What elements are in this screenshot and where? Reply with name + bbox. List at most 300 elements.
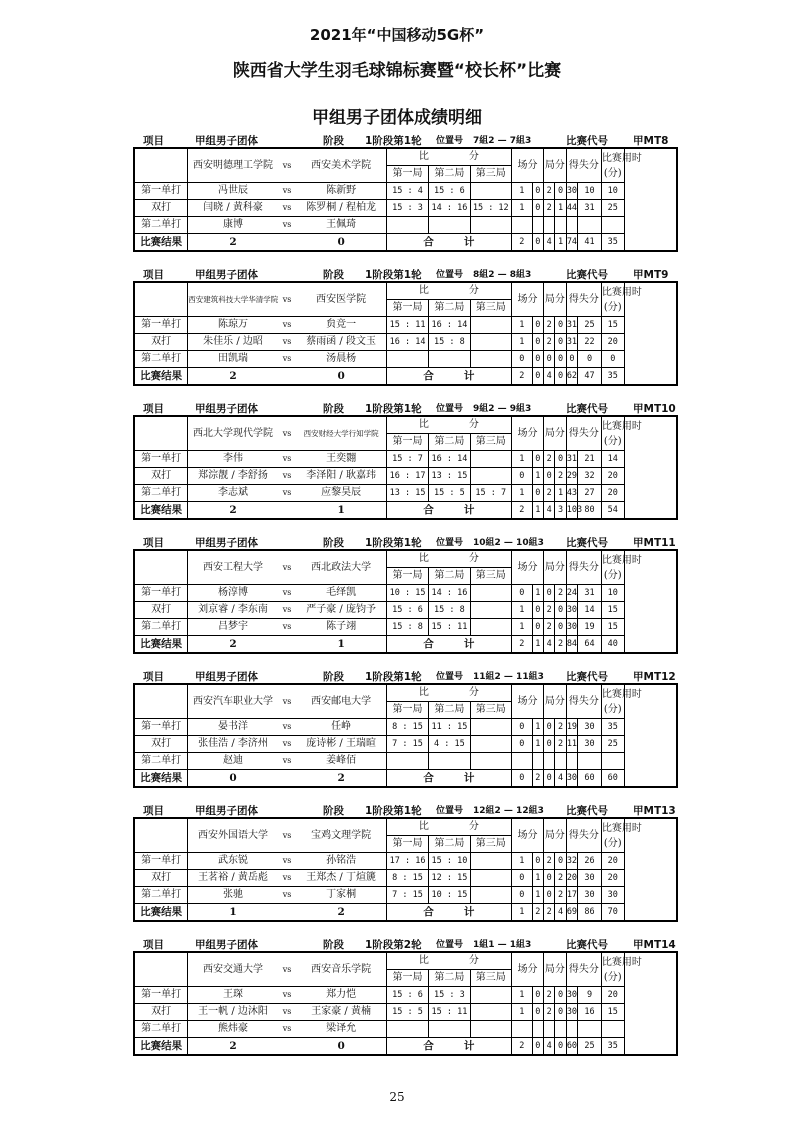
result-spacer (278, 636, 297, 654)
points-lost: 16 (578, 1004, 602, 1021)
game-points-b: 0 (555, 619, 566, 636)
player-b: 梁译允 (296, 1021, 386, 1038)
match-code: 甲MT11 (633, 537, 676, 549)
row-label: 双打 (134, 1004, 188, 1021)
duration-header (601, 818, 642, 853)
vs-label: vs (278, 887, 297, 904)
score-header-bi: 比 (418, 687, 429, 698)
blank-cell (134, 550, 188, 585)
match-header (133, 401, 678, 415)
duration: 15 (601, 602, 624, 619)
position-value: 10組2 — 10組3 (473, 538, 544, 548)
score-header-fen: 分 (468, 955, 479, 966)
points-lost: 0 (578, 351, 602, 368)
duration-header-line2: (分) (603, 435, 622, 447)
match-code: 甲MT13 (633, 805, 676, 817)
match-points-a: 0 (511, 468, 532, 485)
stage-value: 1阶段第1轮 (365, 537, 422, 549)
event-name: 甲组男子团体 (195, 269, 258, 281)
game-points-a: 2 (544, 987, 555, 1004)
match-block (133, 133, 678, 252)
result-b: 0 (296, 234, 386, 252)
result-a: 0 (188, 770, 278, 788)
vs-label: vs (278, 550, 297, 585)
player-b: 李泽阳 / 耿嘉玮 (296, 468, 386, 485)
result-b: 0 (296, 1038, 386, 1056)
result-label: 比赛结果 (134, 368, 188, 386)
game3-score: 15 : 7 (470, 485, 511, 502)
total-he: 合 (423, 504, 434, 516)
table-row (134, 602, 677, 619)
school-b: 西安医学院 (296, 282, 386, 317)
event-name: 甲组男子团体 (195, 805, 258, 817)
game2-score: 14 : 16 (429, 585, 470, 602)
match-points-b: 0 (532, 351, 543, 368)
match-header (133, 669, 678, 683)
score-header (386, 148, 511, 166)
game1-header: 第一局 (386, 166, 428, 183)
total-d2: 41 (578, 234, 602, 252)
duration-header-line1: 比赛用时 (601, 688, 642, 700)
game2-score: 4 : 15 (429, 736, 470, 753)
total-ji: 计 (463, 370, 475, 382)
duration-header-line2: (分) (603, 569, 622, 581)
player-a: 杨淳博 (188, 585, 278, 602)
duration (601, 753, 624, 770)
total-d1: 30 (566, 770, 577, 788)
duration: 20 (601, 987, 624, 1004)
stage-label: 阶段 (323, 269, 344, 281)
duration: 14 (601, 451, 624, 468)
point-diff-header: 得失分 (566, 416, 601, 451)
table-header-row (134, 818, 677, 836)
vs-label: vs (278, 416, 297, 451)
game3-score (470, 334, 511, 351)
game2-header: 第二局 (429, 836, 470, 853)
total-ji: 计 (463, 1040, 475, 1052)
game-points-a: 2 (544, 1004, 555, 1021)
game2-score: 12 : 15 (429, 870, 470, 887)
points-won (566, 753, 577, 770)
duration-header-line2: (分) (603, 971, 622, 983)
match-points-a: 1 (511, 1004, 532, 1021)
match-block (133, 267, 678, 386)
match-points-a: 1 (511, 334, 532, 351)
result-b: 1 (296, 502, 386, 520)
position-label: 位置号 (436, 940, 464, 950)
match-points-a: 0 (511, 736, 532, 753)
event-name: 甲组男子团体 (195, 939, 258, 951)
match-table (133, 817, 678, 922)
player-a: 闫晓 / 黄科豪 (188, 200, 278, 217)
table-row (134, 468, 677, 485)
game2-score: 15 : 11 (429, 1004, 470, 1021)
game-points-a (544, 217, 555, 234)
points-won: 44 (566, 200, 577, 217)
stage-label: 阶段 (323, 939, 344, 951)
duration: 10 (601, 585, 624, 602)
match-header (133, 535, 678, 549)
game1-score (386, 753, 428, 770)
points-won (566, 217, 577, 234)
match-points-a: 1 (511, 987, 532, 1004)
game-points-a: 0 (544, 468, 555, 485)
total-c2: 2 (532, 904, 543, 922)
player-a: 康博 (188, 217, 278, 234)
blank-cell (134, 416, 188, 451)
game-points-header: 局分 (544, 684, 567, 719)
duration: 20 (601, 485, 624, 502)
points-won: 17 (566, 887, 577, 904)
stage-value: 1阶段第1轮 (365, 805, 422, 817)
game1-score (386, 217, 428, 234)
score-header-bi: 比 (418, 419, 429, 430)
row-label: 第一单打 (134, 853, 188, 870)
vs-label: vs (278, 351, 297, 368)
duration-header-line1: 比赛用时 (601, 152, 642, 164)
points-lost: 30 (578, 736, 602, 753)
total-j2: 0 (555, 368, 566, 386)
game-points-a: 0 (544, 585, 555, 602)
total-t: 35 (601, 368, 624, 386)
match-points-b: 0 (532, 200, 543, 217)
points-lost: 31 (578, 200, 602, 217)
school-a: 西安外国语大学 (188, 818, 278, 853)
duration-header (601, 550, 642, 585)
player-a: 武东锐 (188, 853, 278, 870)
point-diff-header: 得失分 (566, 148, 601, 183)
game2-score: 15 : 3 (429, 987, 470, 1004)
total-label (386, 502, 511, 520)
points-lost: 27 (578, 485, 602, 502)
duration-header-line2: (分) (603, 703, 622, 715)
player-a: 李伟 (188, 451, 278, 468)
total-d1: 74 (566, 234, 577, 252)
match-points-a: 0 (511, 887, 532, 904)
school-b: 西安美术学院 (296, 148, 386, 183)
game1-score: 15 : 4 (386, 183, 428, 200)
game3-score (470, 602, 511, 619)
player-b: 任峥 (296, 719, 386, 736)
match-points-a: 1 (511, 317, 532, 334)
row-label: 第二单打 (134, 619, 188, 636)
position-value: 7組2 — 7組3 (473, 136, 532, 146)
total-d2: 64 (578, 636, 602, 654)
duration-header (601, 416, 642, 451)
score-header-bi: 比 (418, 285, 429, 296)
player-a: 熊炜豪 (188, 1021, 278, 1038)
stage-label: 阶段 (323, 403, 344, 415)
game3-score (470, 451, 511, 468)
game1-header: 第一局 (386, 702, 428, 719)
player-a: 赵迪 (188, 753, 278, 770)
game-points-header: 局分 (544, 952, 567, 987)
player-a: 朱佳乐 / 边昭 (188, 334, 278, 351)
game1-score: 16 : 14 (386, 334, 428, 351)
game3-header: 第三局 (470, 970, 511, 987)
match-points-b: 0 (532, 602, 543, 619)
game3-score (470, 987, 511, 1004)
result-a: 2 (188, 1038, 278, 1056)
match-points-a: 1 (511, 602, 532, 619)
stage-label: 阶段 (323, 805, 344, 817)
points-won: 29 (566, 468, 577, 485)
game-points-b: 0 (555, 317, 566, 334)
match-points-a: 1 (511, 619, 532, 636)
total-j1: 0 (544, 770, 555, 788)
match-points-a: 0 (511, 585, 532, 602)
points-won: 31 (566, 317, 577, 334)
game2-header: 第二局 (429, 300, 470, 317)
table-row (134, 736, 677, 753)
stage-value: 1阶段第1轮 (365, 135, 422, 147)
game3-score (470, 585, 511, 602)
total-j1: 4 (544, 1038, 555, 1056)
game1-score: 15 : 6 (386, 987, 428, 1004)
project-label: 项目 (143, 939, 164, 951)
row-label: 第一单打 (134, 317, 188, 334)
match-block (133, 803, 678, 922)
table-row (134, 619, 677, 636)
row-label: 双打 (134, 200, 188, 217)
row-label: 第一单打 (134, 585, 188, 602)
match-points-b: 0 (532, 1004, 543, 1021)
match-points-b (532, 217, 543, 234)
score-header-bi: 比 (418, 955, 429, 966)
total-d1: 84 (566, 636, 577, 654)
table-header-row (134, 148, 677, 166)
vs-label: vs (278, 853, 297, 870)
result-a: 2 (188, 502, 278, 520)
row-label: 第一单打 (134, 987, 188, 1004)
game1-score: 7 : 15 (386, 887, 428, 904)
result-row (134, 1038, 677, 1056)
result-row (134, 502, 677, 520)
project-label: 项目 (143, 805, 164, 817)
vs-label: vs (278, 684, 297, 719)
game2-score (429, 351, 470, 368)
total-j2: 2 (555, 636, 566, 654)
points-won: 30 (566, 1004, 577, 1021)
total-t: 60 (601, 770, 624, 788)
game2-score: 15 : 8 (429, 334, 470, 351)
match-points-b: 0 (532, 334, 543, 351)
total-j2: 3 (555, 502, 566, 520)
total-d2: 80 (578, 502, 602, 520)
game3-header: 第三局 (470, 434, 511, 451)
position-label: 位置号 (436, 270, 464, 280)
player-b: 毛绎凯 (296, 585, 386, 602)
point-diff-header: 得失分 (566, 952, 601, 987)
duration-header-line2: (分) (603, 301, 622, 313)
points-won: 30 (566, 619, 577, 636)
game2-header: 第二局 (429, 970, 470, 987)
duration: 35 (601, 719, 624, 736)
game-points-b: 0 (555, 1004, 566, 1021)
game2-score: 15 : 5 (429, 485, 470, 502)
player-a: 陈琼万 (188, 317, 278, 334)
game-points-b: 2 (555, 887, 566, 904)
school-a: 西安汽车职业大学 (188, 684, 278, 719)
point-diff-header: 得失分 (566, 550, 601, 585)
total-j1: 4 (544, 502, 555, 520)
duration: 15 (601, 619, 624, 636)
duration-header-line2: (分) (603, 837, 622, 849)
game-points-a: 2 (544, 485, 555, 502)
result-row (134, 770, 677, 788)
game1-header: 第一局 (386, 300, 428, 317)
table-row (134, 719, 677, 736)
game3-score: 15 : 12 (470, 200, 511, 217)
player-a: 李志斌 (188, 485, 278, 502)
points-lost: 22 (578, 334, 602, 351)
position-label: 位置号 (436, 806, 464, 816)
row-label: 双打 (134, 736, 188, 753)
table-header-row (134, 416, 677, 434)
result-a: 2 (188, 234, 278, 252)
row-label: 第二单打 (134, 351, 188, 368)
total-c2: 0 (532, 368, 543, 386)
duration: 20 (601, 853, 624, 870)
player-a: 郑淙靓 / 李舒扬 (188, 468, 278, 485)
player-b: 郑力恺 (296, 987, 386, 1004)
stage-label: 阶段 (323, 537, 344, 549)
total-label (386, 904, 511, 922)
match-points-b: 1 (532, 736, 543, 753)
match-points-b: 0 (532, 619, 543, 636)
points-lost (578, 217, 602, 234)
game-points-header: 局分 (544, 148, 567, 183)
result-spacer (278, 770, 297, 788)
vs-label: vs (278, 736, 297, 753)
result-a: 2 (188, 368, 278, 386)
table-header-row (134, 952, 677, 970)
point-diff-header: 得失分 (566, 818, 601, 853)
match-points-a: 1 (511, 183, 532, 200)
match-points-b: 0 (532, 451, 543, 468)
game1-score: 10 : 15 (386, 585, 428, 602)
school-b: 宝鸡文理学院 (296, 818, 386, 853)
match-points-b: 1 (532, 585, 543, 602)
game-points-b: 0 (555, 853, 566, 870)
vs-label: vs (278, 602, 297, 619)
table-row (134, 217, 677, 234)
game3-header: 第三局 (470, 568, 511, 585)
total-ji: 计 (463, 906, 475, 918)
table-row (134, 853, 677, 870)
match-block (133, 401, 678, 520)
stage-value: 1阶段第2轮 (365, 939, 422, 951)
total-c1: 2 (511, 234, 532, 252)
result-row (134, 368, 677, 386)
total-ji: 计 (463, 504, 475, 516)
result-row (134, 904, 677, 922)
school-a: 西安建筑科技大学华清学院 (188, 282, 278, 317)
point-diff-header: 得失分 (566, 684, 601, 719)
player-b: 应黎昊辰 (296, 485, 386, 502)
player-b: 王佩琦 (296, 217, 386, 234)
event-name: 甲组男子团体 (195, 135, 258, 147)
score-header-fen: 分 (468, 419, 479, 430)
vs-label: vs (278, 485, 297, 502)
match-points-b: 1 (532, 719, 543, 736)
game-points-b: 0 (555, 451, 566, 468)
game2-score: 16 : 14 (429, 317, 470, 334)
points-lost: 10 (578, 183, 602, 200)
points-lost (578, 753, 602, 770)
game3-score (470, 1004, 511, 1021)
row-label: 第二单打 (134, 887, 188, 904)
points-lost: 9 (578, 987, 602, 1004)
total-c1: 2 (511, 1038, 532, 1056)
duration (601, 1021, 624, 1038)
vs-label: vs (278, 282, 297, 317)
result-spacer (278, 368, 297, 386)
project-label: 项目 (143, 269, 164, 281)
total-c2: 1 (532, 502, 543, 520)
player-a: 晏书洋 (188, 719, 278, 736)
game3-score (470, 736, 511, 753)
game-points-b: 2 (555, 870, 566, 887)
result-b: 0 (296, 368, 386, 386)
school-a: 西北大学现代学院 (188, 416, 278, 451)
game-points-header: 局分 (544, 282, 567, 317)
match-points-a: 0 (511, 351, 532, 368)
vs-label: vs (278, 468, 297, 485)
match-points-a: 1 (511, 451, 532, 468)
game-points-header: 局分 (544, 416, 567, 451)
result-a: 2 (188, 636, 278, 654)
match-points-header: 场分 (511, 550, 543, 585)
total-ji: 计 (463, 638, 475, 650)
game3-score (470, 317, 511, 334)
match-code-label: 比赛代号 (566, 805, 608, 817)
game3-score (470, 217, 511, 234)
points-lost: 26 (578, 853, 602, 870)
total-t: 40 (601, 636, 624, 654)
result-label: 比赛结果 (134, 636, 188, 654)
game-points-b: 1 (555, 485, 566, 502)
table-header-row (134, 550, 677, 568)
table-header-row (134, 684, 677, 702)
match-points-header: 场分 (511, 416, 543, 451)
match-header (133, 937, 678, 951)
points-won: 43 (566, 485, 577, 502)
vs-label: vs (278, 200, 297, 217)
table-header-row (134, 282, 677, 300)
player-b: 汤晨杨 (296, 351, 386, 368)
vs-label: vs (278, 753, 297, 770)
total-j2: 1 (555, 234, 566, 252)
result-a: 1 (188, 904, 278, 922)
position-label: 位置号 (436, 404, 464, 414)
row-label: 双打 (134, 468, 188, 485)
player-a: 王茗裕 / 黄岳彪 (188, 870, 278, 887)
game-points-a: 0 (544, 351, 555, 368)
total-he: 合 (423, 638, 434, 650)
points-lost (578, 1021, 602, 1038)
total-he: 合 (423, 370, 434, 382)
game-points-b: 2 (555, 719, 566, 736)
total-t: 70 (601, 904, 624, 922)
result-b: 1 (296, 636, 386, 654)
position-label: 位置号 (436, 136, 464, 146)
player-b: 贠竞一 (296, 317, 386, 334)
player-a: 刘京睿 / 李东南 (188, 602, 278, 619)
game-points-header: 局分 (544, 550, 567, 585)
game2-score: 15 : 6 (429, 183, 470, 200)
points-lost: 19 (578, 619, 602, 636)
